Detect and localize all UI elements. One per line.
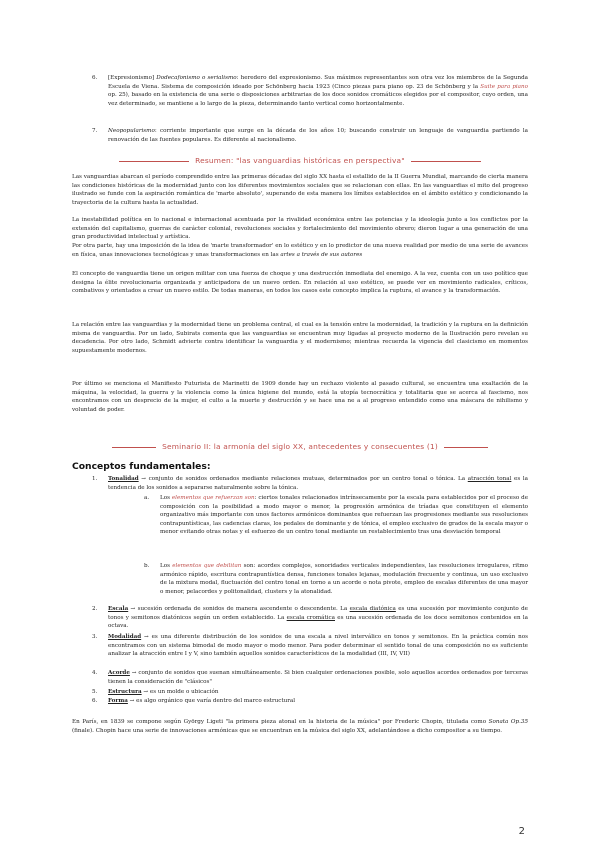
paragraph-concepto-vanguardia: El concepto de vanguardia tiene un origen militar con una fuerza de choque y una destrucción inmediata del enemigo. A la vez, cuenta con un uso político que designa la élite revolucionaria organizada y anticipadora de un nuevo orden. En relación al uso estético, se puede ver en movimiento radicales, críticos, combativos y orientados a crear un nuevo estilo. De todas maneras, en todos los casos este concepto implica la ruptura, el avance y la transformación. — [72, 271, 528, 295]
concept-tonalidad: Tonalidad → conjunto de sonidos ordenados mediante relaciones mutuas, determinados por un centro tonal o tónica. La atracción tonal es la tendencia de los sonidos a separarse naturalmente sobre la tónica. — [108, 476, 528, 491]
list-number-7: 7. — [92, 128, 98, 134]
paragraph-manifiesto-futurista: Por último se menciona el Manifiesto Futurista de Marinetti de 1909 donde hay un rechazo violento al pasado cultural, se encuentra una exaltación de la máquina, la velocidad, la guerra y la violencia como la única higiene del mundo, está la utopía tecnocrática y totalitaria que se acerca al fascismo, nos encontramos con un desprecio de la mujer, el culto a la muerte y destrucción y se hace una ne a al progreso entendido como una máscara de nihilismo y voluntad de poder. — [72, 381, 528, 413]
concept-number-5: 5. — [92, 689, 98, 695]
concept-estructura: Estructura → es un molde o ubicación — [108, 689, 219, 695]
concept-number-1: 1. — [92, 476, 98, 482]
section-header-seminario: Seminario II: la armonía del siglo XX, antecedentes y consecuentes (1) — [162, 442, 438, 451]
section-header-resumen: Resumen: "las vanguardias históricas en perspectiva" — [195, 156, 405, 165]
page-number: 2 — [518, 826, 525, 837]
concept-debilitan: Los elementos que debilitan son: acordes complejos, sonoridades verticales independientes, las resoluciones irregulares, ritmo armónico rápido, escritura contrapuntística densa, funciones tonales lejanas, modulación frecuente y continua, un uso exclusivo de la mixtura modal, fluctuación del centro tonal en torno a un acorde o nota pivote, empleo de escalas diferentes de una mayor o menor, pelacordes y politonalidad, clusters y la atonalidad. — [160, 563, 529, 595]
concept-acorde: Acorde → conjunto de sonidos que suenan simultáneamente. Si bien cualquier ordenaciones posible, solo aquellos acordes ordenados por terceras tienen la consideración de "clásicos" — [108, 670, 528, 685]
concept-forma: Forma → es algo orgánico que varía dentro del marco estructural — [108, 698, 296, 704]
concept-number-3: 3. — [92, 634, 98, 640]
paragraph-marte-transformador: Por otra parte, hay una imposición de la idea de 'marte transformador' en lo estético y en lo predictor de una nueva realidad por medio de una serie de avances en física, unas innovaciones tecnológicas y unas transformaciones en las artes a través de sus autores — [72, 243, 528, 258]
concept-number-6: 6. — [92, 698, 98, 704]
term-suite: Suite para piano — [480, 83, 528, 90]
term-neopopularismo: Neopopularismo — [108, 128, 155, 134]
sublist-label-b: b. — [144, 563, 150, 569]
concept-number-4: 4. — [92, 670, 98, 676]
term-tonalidad: Tonalidad — [108, 476, 139, 482]
paragraph-vanguardias-intro: Las vanguardias abarcan el período comprendido entre las primeras décadas del siglo XX hasta el estallido de la II Guerra Mundial, marcando de cierta manera las condiciones históricas de la modernidad junto con los diferentes movimientos sociales que se relacionan con ellas. En las vanguardias el mito del progreso ilustrado se funde con la aspiración romántica de 'marte absoluto', superando de esta manera los límites establecidos en el ámbito estético y condicionando la trayectoria de la cultura hasta la actualidad. — [72, 174, 528, 206]
concept-modalidad: Modalidad → es una diferente distribución de los sonidos de una escala a nivel interválico en tonos y semitonos. En la práctica común nos encontramos con un sistema bimodal de modo mayor o modo menor. Para poder determinar el sentido tonal de una composición no es suficiente analizar la atracción entre I y V, sino también aquellos sonidos característicos de la modalidad (III, IV, VII) — [108, 634, 528, 658]
term-dodecafonismo: Dodecafonismo o serialismo — [156, 75, 237, 81]
paragraph-chopin: En París, en 1839 se compone según György Ligeti "la primera pieza atonal en la historia de la música" por Frederic Chopin, titulada como Sonata Op.35 (finale). Chopin hace una serie de innovaciones armónicas que se encuentran en la música del siglo XX, adelantándose a dicho compositor a su tiempo. — [72, 719, 528, 734]
header-rule-right — [411, 161, 481, 162]
concept-refuerzan: Los elementos que refuerzan son: ciertos tonales relacionados intrínsecamente por la escala para establecidos por el proceso de composición con la posibilidad a modo mayor o menor, la progresión armónica de tríadas que constituyen el elemento organizativo más importante con unos factores armónicos dominantes que refuerzan las progresiones mediante sus resoluciones contrapuntísticas, las cadencias claras, los pedales de dominante y de tónica, el empleo exclusivo de grados de la escala mayor o menor evitando otras notas y el esfuerzo de un centro tonal mediante un restablecimiento tras una desviación temporal — [160, 495, 529, 536]
concept-escala: Escala → sucesión ordenada de sonidos de manera ascendente o descendente. La escala diatónica es una sucesión por movimiento conjunto de tonos y semitonos diatónicos según un orden establecido. La escala cromática es una sucesión ordenada de los doce semitonos contenidos en la octava. — [108, 606, 528, 630]
sublist-label-a: a. — [144, 495, 150, 501]
list-number-6: 6. — [92, 75, 98, 81]
paragraph-inestabilidad: La inestabilidad política en lo nacional e internacional acentuada por la rivalidad económica entre las potencias y la ideología junto a los conflictos por la extensión del capitalismo, guerras de carácter colonial, revoluciones sociales y fortalecimiento del movimiento obrero; dieron lugar a una generación de una gran productividad intelectual y artística. — [72, 217, 528, 241]
header-rule-right — [444, 447, 488, 448]
list-item-dodecafonismo: [Expresionismo] Dodecafonismo o serialismo: heredero del expresionismo. Sus máximos representantes son otra vez los miembros de la Segunda Escuela de Viena. Sistema de composición ideado por Schönberg hacia 1923 (Cinco piezas para piano op. 23 de Schönberg y la Suite para piano op. 25), basado en la existencia de una serie o disposiciones arbitrarias de los doce sonidos cromáticos elegidos por el compositor, cuyo orden, una vez determinado, se mantiene a lo largo de la pieza, determinando tanto vertical como horizontalmente. — [108, 75, 529, 107]
section-title-conceptos: Conceptos fundamentales: — [72, 461, 211, 472]
header-rule-left — [119, 161, 189, 162]
concept-number-2: 2. — [92, 606, 98, 612]
header-rule-left — [112, 447, 156, 448]
paragraph-relacion-modernidad: La relación entre las vanguardias y la modernidad tiene un problema central, el cual es la tensión entre la modernidad, la tradición y la ruptura en la definición misma de vanguardia. Por un lado, Subirats comenta que las vanguardias se encuentran muy ligadas al proyecto moderno de la Ilustración pero revelan su decadencia. Por otro lado, Schmidt advierte contra identificar la vanguardia y el modernismo; mientras recuerda la vigencia del clasicismo en momentos supuestamente modernos. — [72, 322, 528, 354]
list-item-neopopularismo: Neopopularismo: corriente importante que surge en la década de los años 10; buscando construir un lenguaje de vanguardia partiendo la renovación de las fuentes populares. Es diferente al nacionalismo. — [108, 128, 528, 143]
